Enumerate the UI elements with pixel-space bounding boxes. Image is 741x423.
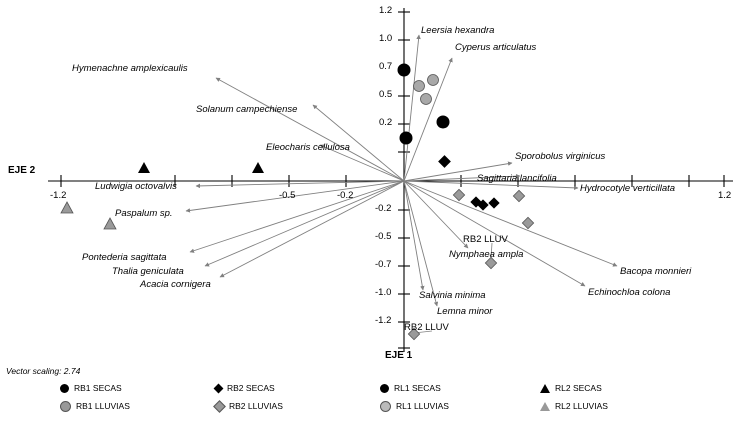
x-tick-label: -1.2 <box>50 190 67 201</box>
y-tick-label: -0.2 <box>375 203 392 214</box>
y-tick-label: -0.7 <box>375 259 392 270</box>
species-label-sporobolus-virginicus: Sporobolus virginicus <box>515 151 606 162</box>
marker-circle-lightgrey-icon <box>380 401 391 412</box>
x-tick-label: 1.2 <box>718 190 732 201</box>
point-annotation-rb2-lluv: RB2 LLUV <box>404 322 449 333</box>
species-label-salvinia-minima: Salvinia minima <box>419 290 486 301</box>
species-label-echinochloa-colona: Echinochloa colona <box>588 287 671 298</box>
marker-triangle-grey-icon <box>540 402 550 411</box>
vector-leersia-hexandra <box>404 35 419 181</box>
vector-pontederia-sagittata <box>190 181 404 252</box>
legend <box>60 380 730 420</box>
species-label-pontederia-sagittata: Pontederia sagittata <box>82 252 167 263</box>
species-label-hydrocotyle-verticillata: Hydrocotyle verticillata <box>580 183 676 194</box>
point-rl2-lluvias <box>61 202 73 213</box>
point-annotation-rb2-lluv: RB2 LLUV <box>463 234 508 245</box>
legend-item-rl1-lluvias <box>380 398 449 414</box>
legend-label: RB2 SECAS <box>227 383 275 393</box>
species-label-solanum-campechiense: Solanum campechiense <box>196 104 298 115</box>
x-tick-label: -0.2 <box>337 190 354 201</box>
point-rb2-secas <box>438 155 451 168</box>
marker-diamond-black-icon <box>214 383 224 393</box>
marker-triangle-black-icon <box>540 384 550 393</box>
legend-item-rl2-secas <box>540 380 602 396</box>
marker-diamond-grey-icon <box>213 400 226 413</box>
y-tick-label: 0.5 <box>379 89 393 100</box>
species-label-acacia-cornigera: Acacia cornigera <box>140 279 211 290</box>
y-tick-label: -1.0 <box>375 287 392 298</box>
species-label-lemna-minor: Lemna minor <box>437 306 493 317</box>
species-label-paspalum-sp: Paspalum sp. <box>115 208 173 219</box>
point-rb1-lluvias <box>414 81 425 92</box>
species-label-cyperus-articulatus: Cyperus articulatus <box>455 42 537 53</box>
vector-lemna-minor <box>404 181 437 306</box>
legend-item-rl1-secas <box>380 380 441 396</box>
vector-scaling-note: Vector scaling: 2.74 <box>6 366 81 376</box>
marker-circle-black-icon <box>60 384 69 393</box>
point-rl1-secas <box>437 116 449 128</box>
legend-label: RL1 LLUVIAS <box>396 401 449 411</box>
y-tick-label: -1.2 <box>375 315 392 326</box>
y-axis-title: EJE 2 <box>8 165 36 176</box>
legend-label: RL2 LLUVIAS <box>555 401 608 411</box>
species-label-eleocharis-cellulosa: Eleocharis cellulosa <box>266 142 350 153</box>
species-label-bacopa-monnieri: Bacopa monnieri <box>620 266 692 277</box>
vector-thalia-geniculata <box>205 181 404 266</box>
species-label-nymphaea-ampla: Nymphaea ampla <box>449 249 524 260</box>
y-tick-label: 1.0 <box>379 33 393 44</box>
marker-circle-black-icon <box>380 384 389 393</box>
legend-item-rb1-lluvias <box>60 398 130 414</box>
legend-label: RL2 SECAS <box>555 383 602 393</box>
legend-item-rl2-lluvias <box>540 398 608 414</box>
marker-circle-grey-icon <box>60 401 71 412</box>
y-tick-label: -0.5 <box>375 231 392 242</box>
point-rb1-lluvias <box>421 94 432 105</box>
legend-row-lluvias <box>60 398 730 414</box>
species-label-thalia-geniculata: Thalia geniculata <box>112 266 184 277</box>
legend-label: RL1 SECAS <box>394 383 441 393</box>
legend-item-rb2-lluvias <box>215 398 283 414</box>
vector-hymenachne-amplexicaulis <box>216 78 404 181</box>
point-rl2-secas <box>252 162 264 173</box>
point-rb1-secas <box>398 64 410 76</box>
y-tick-label: 0.7 <box>379 61 393 72</box>
species-label-hymenachne-amplexicaulis: Hymenachne amplexicaulis <box>72 63 188 74</box>
axis-lines <box>48 8 733 352</box>
point-rb2-lluvias <box>453 189 464 200</box>
legend-item-rb2-secas <box>215 380 275 396</box>
species-label-ludwigia-octovalvis: Ludwigia octovalvis <box>95 181 177 192</box>
point-rb2-lluvias <box>513 190 524 201</box>
y-tick-label: 1.2 <box>379 5 393 16</box>
legend-label: RB1 LLUVIAS <box>76 401 130 411</box>
point-rl2-secas <box>138 162 150 173</box>
x-axis-title: EJE 1 <box>385 350 413 361</box>
point-rb2-lluvias <box>522 217 533 228</box>
legend-label: RB1 SECAS <box>74 383 122 393</box>
legend-label: RB2 LLUVIAS <box>229 401 283 411</box>
point-rb1-secas <box>400 132 412 144</box>
legend-row-secas <box>60 380 730 396</box>
species-label-leersia-hexandra: Leersia hexandra <box>421 25 495 36</box>
x-tick-label: -0.5 <box>279 190 296 201</box>
y-tick-label: 0.2 <box>379 117 393 128</box>
point-rl2-lluvias <box>104 218 116 229</box>
species-label-sagittaria-lancifolia: Sagittaria lancifolia <box>477 173 557 184</box>
legend-item-rb1-secas <box>60 380 122 396</box>
point-rb2-secas <box>488 197 499 208</box>
point-rl1-lluvias <box>428 75 439 86</box>
